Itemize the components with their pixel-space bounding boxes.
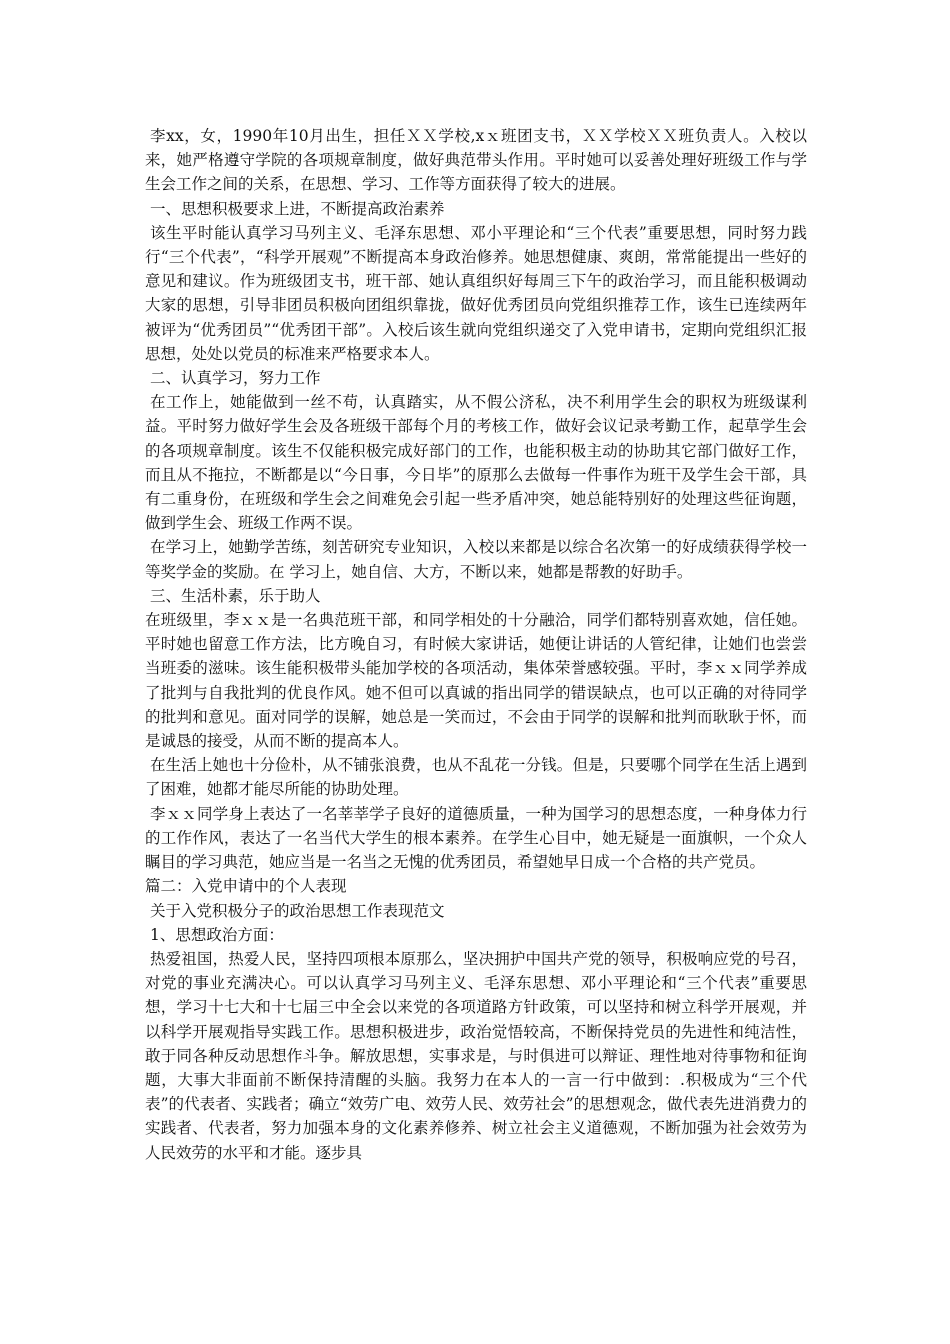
paragraph-ideology: 热爱祖国，热爱人民，坚持四项根本原那么，坚决拥护中国共产党的领导，积极响应党的号召，对党的事业充满决心。可以认真学习马列主义、毛泽东思想、邓小平理论和“三个代表”重要思想，学习十七大和十七届三中全会以来党的各项道路方针政策，可以坚持和树立科学开展观，并以科学开展观指导实践工作。思想积极进步，政治觉悟较高，不断保持党员的先进性和纯洁性，敢于同各种反动思想作斗争。解放思想，实事求是，与时俱进可以辩证、理性地对待事物和征询题，大事大非面前不断保持清醒的头脑。我努力在本人的一言一行中做到：.积极成为“三个代表”的代表者、实践者；确立“效劳广电、效劳人民、效劳社会”的思想观念，做代表先进消费力的实践者、代表者，努力加强本身的文化素养修养、树立社会主义道德观，不断加强为社会效劳为人民效劳的水平和才能。逐步具 (145, 949, 807, 1162)
heading-ideology: 1、思想政治方面： (150, 925, 284, 944)
paragraph-political: 该生平时能认真学习马列主义、毛泽东思想、邓小平理论和“三个代表”重要思想，同时努力践行“三个代表”，“科学开展观”不断提高本身政治修养。她思想健康、爽朗，常常能提出一些好的意见和建议。作为班级团支书，班干部、她认真组织好每周三下午的政治学习，而且能积极调动大家的思想，引导非团员积极向团组织靠拢，做好优秀团员向党组织推荐工作，该生已连续两年被评为“优秀团员”“优秀团干部”。入校后该生就向党组织递交了入党申请书，定期向党组织汇报思想，处处以党员的标准来严格要求本人。 (145, 223, 807, 363)
paragraph-work: 在工作上，她能做到一丝不苟，认真踏实，从不假公济私，决不利用学生会的职权为班级谋利益。平时努力做好学生会及各班级干部每个月的考核工作，做好会议记录考勤工作，起草学生会的各项规章制度。该生不仅能积极完成好部门的工作，也能积极主动的协助其它部门做好工作，而且从不拖拉，不断都是以“今日事，今日毕”的原那么去做每一件事作为班干及学生会干部，具有二重身份，在班级和学生会之间难免会引起一些矛盾冲突，她总能特别好的处理这些征询题，做到学生会、班级工作两不误。 (145, 393, 807, 533)
heading-section-2: 二、认真学习，努力工作 (150, 369, 321, 388)
paragraph-summary: 李ｘｘ同学身上表达了一名莘莘学子良好的道德质量，一种为国学习的思想态度，一种身体力行的工作作风，表达了一名当代大学生的根本素养。在学生心目中，她无疑是一面旗帜，一个众人瞩目的学习典范，她应当是一名当之无愧的优秀团员，希望她早日成一个合格的共产党员。 (145, 804, 807, 872)
paragraph-intro: 李xx，女，1990年10月出生，担任ＸＸ学校,xｘ班团支书，ＸＸ学校ＸＸ班负责人。入校以来，她严格遵守学院的各项规章制度，做好典范带头作用。平时她可以妥善处理好班级工作与学生会工作之间的关系，在思想、学习、工作等方面获得了较大的进展。 (145, 127, 807, 194)
paragraph-life: 在生活上她也十分俭朴，从不铺张浪费，也从不乱花一分钱。但是，只要哪个同学在生活上遇到了困难，她都才能尽所能的协助处理。 (145, 756, 807, 799)
paragraph-study: 在学习上，她勤学苦练，刻苦研究专业知识，入校以来都是以综合名次第一的好成绩获得学校一等奖学金的奖励。在 学习上，她自信、大方，不断以来，她都是帮教的好助手。 (145, 538, 807, 581)
subtitle-sample: 关于入党积极分子的政治思想工作表现范文 (150, 901, 445, 920)
heading-section-3: 三、生活朴素，乐于助人 (150, 586, 321, 605)
paragraph-class: 在班级里，李ｘｘ是一名典范班干部，和同学相处的十分融洽，同学们都特别喜欢她，信任她。平时她也留意工作方法，比方晚自习，有时候大家讲话，她便让讲话的人管纪律，让她们也尝尝当班委的滋味。该生能积极带头能加学校的各项活动，集体荣誉感较强。平时，李ｘｘ同学养成了批判与自我批判的优良作风。她不但可以真诚的指出同学的错误缺点，也可以正确的对待同学的批判和意见。面对同学的误解，她总是一笑而过，不会由于同学的误解和批判而耿耿于怀，而是诚恳的接受，从而不断的提高本人。 (145, 611, 807, 751)
heading-part-2: 篇二：入党申请中的个人表现 (145, 877, 347, 896)
heading-section-1: 一、思想积极要求上进，不断提高政治素养 (150, 199, 445, 218)
document-body (145, 124, 807, 1165)
